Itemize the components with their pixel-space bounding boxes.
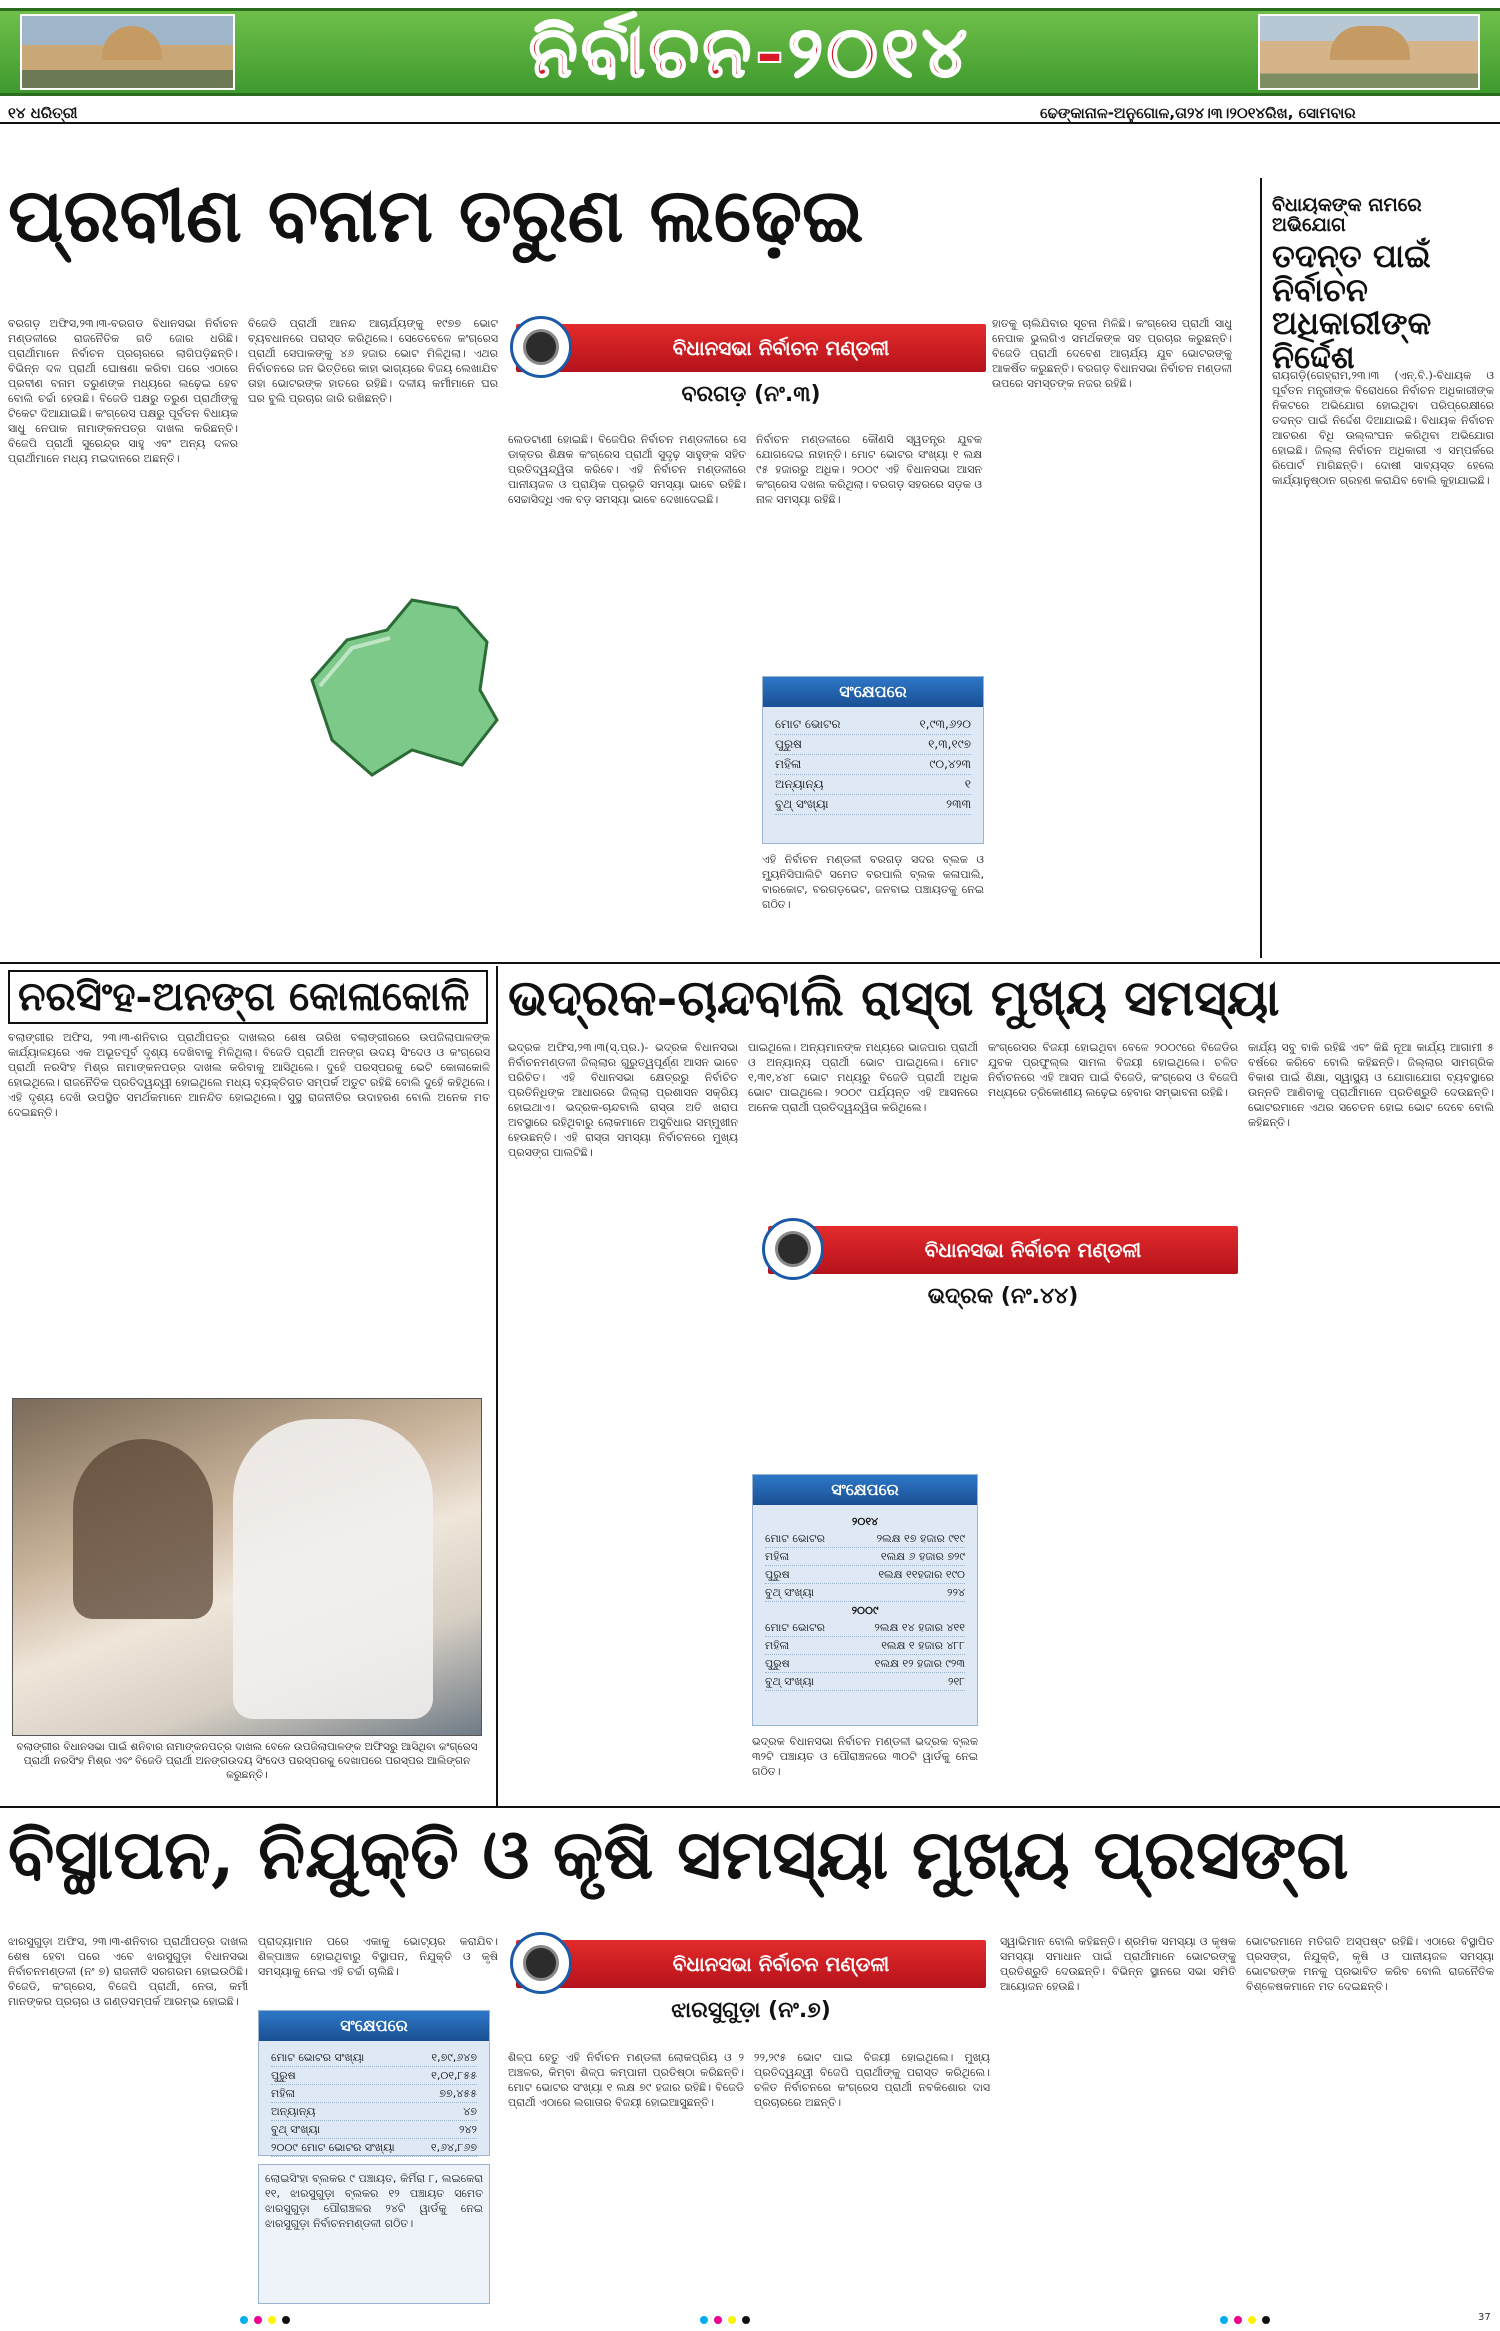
- story4-col6: ଭୋଟରମାନେ ମତିଗତି ଅସ୍ପଷ୍ଟ ରହିଛି। ଏଠାରେ ବିସ୍ଥାପିତ ପ୍ରସଙ୍ଗ, ନିଯୁକ୍ତି, କୃଷି ଓ ପାନୀୟଜଳ ସମସ୍ୟା ଭୋଟରଙ୍କ ମନକୁ ପ୍ରଭାବିତ କରିବ ବୋଲି ରାଜନୈତିକ ବିଶ୍ଳେଷକମାନେ ମତ ଦେଇଛନ୍ତି।: [1246, 1935, 1494, 1993]
- constituency-map: [292, 570, 512, 790]
- story1-col2: ବିଜେଡି ପ୍ରାର୍ଥୀ ଆନନ୍ଦ ଆଚାର୍ଯ୍ୟଙ୍କୁ ୧୯୭୭ ଭୋଟ ବ୍ୟବଧାନରେ ପରାସ୍ତ କରିଥିଲେ। ସେତେବେଳେ କଂଗ୍ରେସ ପ୍ରାର୍ଥୀ ସେପାକଙ୍କୁ ୪୬ ହଜାର ଭୋଟ ମିଳିଥିଲା। ଏଥର ନିର୍ବାଚନରେ ଜନ ଭିତ୍ତିରେ କାହା ଭାଗ୍ୟରେ ବିଜୟ ଲେଖାଯିବ ତାହା ଭୋଟରଙ୍କ ହାତରେ ରହିଛି। ଦଳୀୟ କର୍ମୀମାନେ ଘର ଘର ବୁଲି ପ୍ରଚାର ଜାରି ରଖିଛନ୍ତି।: [248, 317, 498, 405]
- header-rule: [0, 122, 1500, 124]
- sidebar1-headline: ତଦନ୍ତ ପାଇଁ ନିର୍ବାଚନ ଅଧିକାରୀଙ୍କ ନିର୍ଦ୍ଦେଶ: [1272, 237, 1432, 376]
- masthead: [0, 0, 1500, 122]
- column-divider: [496, 966, 498, 1806]
- masthead-title: ନିର୍ବାଚନ-୨୦୧୪: [529, 10, 971, 93]
- registration-marks: [700, 2316, 750, 2324]
- page-number: 37: [1478, 2312, 1491, 2323]
- box2-note: ଭଦ୍ରକ ବିଧାନସଭା ନିର୍ବାଚନ ମଣ୍ଡଳୀ ଭଦ୍ରକ ବ୍ଲକ ୩୨ଟି ପଞ୍ଚାୟତ ଓ ପୌରାଞ୍ଚଳରେ ୩୦ଟି ୱାର୍ଡକୁ ନେଇ ଗଠିତ।: [752, 1735, 978, 1778]
- box1-summary-title: ସଂକ୍ଷେପରେ: [763, 677, 983, 707]
- story4-col1: ଝାରସୁଗୁଡ଼ା ଅଫିସ, ୨୩।୩-ଶନିବାର ପ୍ରାର୍ଥୀପତ୍ର ଦାଖଲ ଶେଷ ହେବା ପରେ ଏବେ ଝାରସୁଗୁଡ଼ା ବିଧାନସଭା ନିର୍ବାଚନମଣ୍ଡଳୀ (ନଂ ୭) ରାଜନୀତି ସରଗରମ ହୋଇଉଠିଛି। ବିଜେଡି, କଂଗ୍ରେସ, ବିଜେପି ପ୍ରାର୍ଥୀ, ନେତା, କର୍ମୀ ମାନଙ୍କର ପ୍ରଚାର ଓ ଗଣ୍ଡସମ୍ପର୍କ ଆରମ୍ଭ ହୋଇଛି।: [8, 1935, 248, 2008]
- story4-col3: ଶିଳ୍ପ ହେତୁ ଏହି ନିର୍ବାଚନ ମଣ୍ଡଳୀ ଲୋକପ୍ରିୟ ଓ ୨ ଅଞ୍ଚଳର, କିମ୍ବା ଶିଳ୍ପ କମ୍ପାନୀ ପ୍ରତିଷ୍ଠା କରିଛନ୍ତି। ମୋଟ ଭୋଟର ସଂଖ୍ୟା ୧ ଲକ୍ଷ ୭୯ ହଜାର ରହିଛି। ବିଜେଡି ପ୍ରାର୍ଥୀ ଏଠାରେ ଲଗାତାର ବିଜୟୀ ହୋଇଆସୁଛନ୍ତି।: [508, 2051, 744, 2109]
- box1-title: ବିଧାନସଭା ନିର୍ବାଚନ ମଣ୍ଡଳୀ: [672, 336, 890, 360]
- story1-col1: ବରଗଡ଼ ଅଫିସ,୨୩।୩-ବରଗଡ ବିଧାନସଭା ନିର୍ବାଚନ ମଣ୍ଡଳୀରେ ରାଜନୈତିକ ଗତି ଜୋର ଧରିଛି। ପ୍ରାର୍ଥୀମାନେ ନିର୍ବାଚନ ପ୍ରଚାରରେ ଲାଗିପଡ଼ିଛନ୍ତି। ବିଭିନ୍ନ ଦଳ ପ୍ରାର୍ଥୀ ଘୋଷଣା କରିବା ପରେ ଏଠାରେ ପ୍ରବୀଣ ବନାମ ତରୁଣଙ୍କ ମଧ୍ୟରେ ଲଢ଼େଇ ହେବ ବୋଲି ଚର୍ଚ୍ଚା ହେଉଛି। ବିଜେଡି ପକ୍ଷରୁ ତରୁଣ ପ୍ରାର୍ଥୀଙ୍କୁ ଟିକେଟ ଦିଆଯାଇଛି। କଂଗ୍ରେସ ପକ୍ଷରୁ ପୂର୍ବତନ ବିଧାୟକ ସାଧୁ ନେପାକ ନାମାଙ୍କନପତ୍ର ଦାଖଲ କରିଛନ୍ତି। ବିଜେପି ପ୍ରାର୍ଥୀ ସୁରେନ୍ଦ୍ର ସାହୁ ଏବଂ ଅନ୍ୟ ଦଳର ପ୍ରାର୍ଥୀମାନେ ମଧ୍ୟ ମଇଦାନରେ ଅଛନ୍ତି।: [8, 317, 238, 465]
- story3-col4: କାର୍ଯ୍ୟ ସବୁ ବାକି ରହିଛି ଏବଂ କିଛି ନୂଆ କାର୍ଯ୍ୟ ଆଗାମୀ ୫ ବର୍ଷରେ କରିବେ ବୋଲି କହିଛନ୍ତି। ଜିଲ୍ଲାର ସାମଗ୍ରିକ ବିକାଶ ପାଇଁ ଶିକ୍ଷା, ସ୍ୱାସ୍ଥ୍ୟ ଓ ଯୋଗାଯୋଗ ବ୍ୟବସ୍ଥାରେ ଉନ୍ନତି ଆଣିବାକୁ ପ୍ରାର୍ଥୀମାନେ ପ୍ରତିଶ୍ରୁତି ଦେଉଛନ୍ତି। ଭୋଟରମାନେ ଏଥର ସଚେତନ ହୋଇ ଭୋଟ ଦେବେ ବୋଲି କହିଛନ୍ତି।: [1248, 1041, 1494, 1129]
- section-rule-1: [0, 962, 1500, 964]
- story1-headline: ପ୍ରବୀଣ ବନାମ ତରୁଣ ଲଢ଼େଇ: [8, 173, 864, 259]
- box3-summary: ସଂକ୍ଷେପରେ ମୋଟ ଭୋଟର ସଂଖ୍ୟା ୧,୭୯,୬୪୭ ପୁରୁଷ ୧,୦୧,୮୫୫ ମହିଳା ୭୭,୪୫୫ ଅନ୍ୟାନ୍ୟ ୪୭ ବୁଥ୍ ସଂଖ୍ୟା ୨୪୨ ୨୦୦୯ ମୋଟ ଭୋଟର ସଂଖ୍ୟା ୧,୬୪,୮୬୭: [258, 2010, 490, 2156]
- box2-summary-title: ସଂକ୍ଷେପରେ: [753, 1475, 977, 1505]
- box1-note: ଏହି ନିର୍ବାଚନ ମଣ୍ଡଳୀ ବରଗଡ଼ ସଦର ବ୍ଲକ ଓ ମ୍ୟୁନିସିପାଲିଟି ସମେତ ବରପାଲି ବ୍ଲକ କଳାପାଲି, ବାରକୋଟ, ବରଗଡ଼ଭେଟ, ଜନବାଇ ପଞ୍ଚାୟତକୁ ନେଇ ଗଠିତ।: [762, 853, 984, 911]
- box2-summary: ସଂକ୍ଷେପରେ ୨୦୧୪ ମୋଟ ଭୋଟର ୨ଲକ୍ଷ ୧୭ ହଜାର ୯୧୯ ମହିଳା ୧ଲକ୍ଷ ୬ ହଜାର ୭୨୯ ପୁରୁଷ ୧ଲକ୍ଷ ୧୧ହଜାର ୧୯୦ ବୁଥ୍ ସଂଖ୍ୟା ୨୨୪ ୨୦୦୯ ମୋଟ ଭୋଟର ୨ଲକ୍ଷ ୧୪ ହଜାର ୪୧୧ ମହିଳା ୧ଲକ୍ଷ ୧ ହଜାର ୪୮୮ ପୁରୁଷ ୧ଲକ୍ଷ ୧୨ ହଜାର ୯୨୩ ବୁଥ୍ ସଂଖ୍ୟା ୨୧୮: [752, 1474, 978, 1726]
- assembly-building-photo: [20, 14, 235, 90]
- story1-col4: ନିର୍ବାଚନ ମଣ୍ଡଳୀରେ କୌଣସି ସ୍ୱତନ୍ତ୍ର ଯୁବକ ଯୋଗଦେଇ ନାହାନ୍ତି। ମୋଟ ଭୋଟର ସଂଖ୍ୟା ୧ ଲକ୍ଷ ୯୫ ହଜାରରୁ ଅଧିକ। ୨୦୦୯ ଏହି ବିଧାନସଭା ଆସନ କଂଗ୍ରେସ ଦଖଲ କରିଥିଲା। ବରଗଡ଼ ସହରରେ ସଡ଼କ ଓ ନାଳ ସମସ୍ୟା ରହିଛି।: [756, 433, 982, 506]
- sidebar1-headline-top: ବିଧାୟକଙ୍କ ନାମରେ ଅଭିଯୋଗ: [1272, 194, 1422, 236]
- story2-headline: ନରସିଂହ-ଅନଙ୍ଗ କୋଳାକୋଳି: [8, 970, 488, 1024]
- ballot-icon: [510, 1932, 572, 1994]
- box1-title-bar: [516, 324, 986, 372]
- story3-col3-cont: [988, 1334, 1238, 1800]
- dateline: ଢେଙ୍କାନାଳ-ଅନୁଗୋଳ,ତା୨୪।୩।୨୦୧୪ରିଖ, ସୋମବାର: [1040, 104, 1356, 122]
- story3-col1: ଭଦ୍ରକ ଅଫିସ,୨୩।୩(ସ୍.ପ୍ର.)- ଭଦ୍ରକ ବିଧାନସଭା ନିର୍ବାଚନମଣ୍ଡଳୀ ଜିଲ୍ଲାର ଗୁରୁତ୍ୱପୂର୍ଣ୍ଣ ଆସନ ଭାବେ ପରିଚିତ। ଏହି ବିଧାନସଭା କ୍ଷେତ୍ରରୁ ନିର୍ବାଚିତ ପ୍ରତିନିଧିଙ୍କ ଆଧାରରେ ଜିଲ୍ଲା ପ୍ରଶାସନ ସକ୍ରିୟ ହୋଇଥାଏ। ଭଦ୍ରକ-ଚାନ୍ଦବାଲି ରାସ୍ତା ଅତି ଖରାପ ଅବସ୍ଥାରେ ରହିଥିବାରୁ ଲୋକମାନେ ଅସୁବିଧାର ସମ୍ମୁଖୀନ ହେଉଛନ୍ତି। ଏହି ରାସ୍ତା ସମସ୍ୟା ନିର୍ବାଚନରେ ମୁଖ୍ୟ ପ୍ରସଙ୍ଗ ପାଲଟିଛି।: [508, 1041, 738, 1159]
- story3-col2: ପାଇଥିଲେ। ଅନ୍ୟମାନଙ୍କ ମଧ୍ୟରେ ଭାଜପାର ପ୍ରାର୍ଥୀ ଓ ଅନ୍ୟାନ୍ୟ ପ୍ରାର୍ଥୀ ଭୋଟ ପାଇଥିଲେ। ମୋଟ ୧,୩୧,୪୪୮ ଭୋଟ ମଧ୍ୟରୁ ବିଜେଡି ପ୍ରାର୍ଥୀ ଅଧିକ ଭୋଟ ପାଇଥିଲେ। ୨୦୦୯ ପର୍ଯ୍ୟନ୍ତ ଏହି ଆସନରେ ଅନେକ ପ୍ରାର୍ଥୀ ପ୍ରତିଦ୍ୱନ୍ଦ୍ୱିତା କରିଥିଲେ।: [748, 1041, 978, 1114]
- box1-constituency: ବରଗଡ଼ (ନଂ.୩): [681, 382, 821, 407]
- box3-title-bar: [516, 1940, 986, 1988]
- registration-marks: [240, 2316, 290, 2324]
- story1-col3: ଲେଡଟାଣୀ ହୋଇଛି। ବିଜେପିର ନିର୍ବାଚନ ମଣ୍ଡଳୀରେ ସେ ଡାକ୍ତର ଶିକ୍ଷକ କଂଗ୍ରେସ ପ୍ରାର୍ଥୀ ସୁଦୃଢ଼ ସାହୁଙ୍କ ସହିତ ପ୍ରତିଦ୍ୱନ୍ଦ୍ୱିତା କରିବେ। ଏହି ନିର୍ବାଚନ ମଣ୍ଡଳୀରେ ପାନୀୟଜଳ ଓ ପ୍ରାୟିକ ପ୍ରଭୃତି ସମସ୍ୟା ଭାବେ ରହିଛି। ସେଚ୍ଚାସିଦ୍ଧି ଏକ ବଡ଼ ସମସ୍ୟା ଭାବେ ଦେଖାଦେଇଛି।: [508, 433, 746, 506]
- story2-body: ବଲାଙ୍ଗୀର ଅଫିସ, ୨୩।୩-ଶନିବାର ପ୍ରାର୍ଥୀପତ୍ର ଦାଖଲର ଶେଷ ତାରିଖ ବଲାଙ୍ଗୀରରେ ଉପଜିଲାପାଳଙ୍କ କାର୍ଯ୍ୟାଳୟରେ ଏକ ଅଭୂତପୂର୍ବ ଦୃଶ୍ୟ ଦେଖିବାକୁ ମିଳିଥିଲା। ବିଜେଡି ପ୍ରାର୍ଥୀ ଅନଙ୍ଗ ଉଦୟ ସିଂଦେଓ ଓ କଂଗ୍ରେସ ପ୍ରାର୍ଥୀ ନରସିଂହ ମିଶ୍ର ନାମାଙ୍କନପତ୍ର ଦାଖଲ କରିବାକୁ ଆସିଥିଲେ। ଦୁହେଁ ପରସ୍ପରକୁ ଭେଟି କୋଳାକୋଳି ହୋଇଥିଲେ। ରାଜନୈତିକ ପ୍ରତିଦ୍ୱନ୍ଦ୍ୱୀ ହୋଇଥିଲେ ମଧ୍ୟ ବ୍ୟକ୍ତିଗତ ସମ୍ପର୍କ ଅତୁଟ ରହିଛି ବୋଲି ଦୁହେଁ କହିଥିଲେ। ଏହି ଦୃଶ୍ୟ ଦେଖି ଉପସ୍ଥିତ ସମର୍ଥକମାନେ ଆନନ୍ଦିତ ହୋଇଥିଲେ। ସୁସ୍ଥ ରାଜନୀତିର ଉଦାହରଣ ବୋଲି ଅନେକ ମତ ଦେଇଛନ୍ତି।: [8, 1031, 490, 1119]
- story1-col2-cont: [248, 800, 498, 955]
- story3-col2-cont: [748, 1334, 978, 1470]
- story3-col3: କଂଗ୍ରେସର ବିଜୟୀ ହୋଇଥିବା ବେଳେ ୨୦୦୯ରେ ବିଜେଡିର ଯୁବକ ପ୍ରଫୁଲ୍ଲ ସାମଲ ବିଜୟୀ ହୋଇଥିଲେ। ଚଳିତ ନିର୍ବାଚନରେ ଏହି ଆସନ ପାଇଁ ବିଜେଡି, କଂଗ୍ରେସ ଓ ବିଜେପି ମଧ୍ୟରେ ତ୍ରିକୋଣୀୟ ଲଢ଼େଇ ହେବାର ସମ୍ଭାବନା ରହିଛି।: [988, 1041, 1238, 1099]
- story4-col5: ସ୍ୱାଭିମାନ ବୋଲି କହିଛନ୍ତି। ଶ୍ରମିକ ସମସ୍ୟା ଓ କୃଷକ ସମସ୍ୟା ସମାଧାନ ପାଇଁ ପ୍ରାର୍ଥୀମାନେ ଭୋଟରଙ୍କୁ ପ୍ରତିଶ୍ରୁତି ଦେଉଛନ୍ତି। ବିଭିନ୍ନ ସ୍ଥାନରେ ସଭା ସମିତି ଆୟୋଜନ ହେଉଛି।: [1000, 1935, 1236, 1993]
- sidebar-divider: [1260, 178, 1262, 958]
- box3-summary-title: ସଂକ୍ଷେପରେ: [259, 2011, 489, 2041]
- candidates-hugging-photo: [12, 1398, 482, 1736]
- story1-col5: ହାତକୁ ଚାଲିଯିବାର ସୂଚନା ମିଳିଛି। କଂଗ୍ରେସ ପ୍ରାର୍ଥୀ ସାଧୁ ନେପାକ ଭୁଲଗିଏ ସମର୍ଥକଙ୍କ ସହ ପ୍ରଚାର କରୁଛନ୍ତି। ବିଜେଡି ପ୍ରାର୍ଥୀ ଦେବେଶ ଆଚାର୍ଯ୍ୟ ଯୁବ ଭୋଟରଙ୍କୁ ଆକର୍ଷିତ କରୁଛନ୍ତି। ବରଗଡ଼ ବିଧାନସଭା ନିର୍ବାଚନ ମଣ୍ଡଳୀ ଉପରେ ସମସ୍ତଙ୍କ ନଜର ରହିଛି।: [992, 317, 1232, 390]
- story4-col4: ୨୨,୨୯୫ ଭୋଟ ପାଇ ବିଜୟୀ ହୋଇଥିଲେ। ମୁଖ୍ୟ ପ୍ରତିଦ୍ୱନ୍ଦ୍ୱୀ ବିଜେପି ପ୍ରାର୍ଥୀଙ୍କୁ ପରାସ୍ତ କରିଥିଲେ। ଚଳିତ ନିର୍ବାଚନରେ କଂଗ୍ରେସ ପ୍ରାର୍ଥୀ ନବକିଶୋର ଦାସ ପ୍ରଚାରରେ ଅଛନ୍ତି।: [754, 2051, 990, 2109]
- box2-constituency: ଭଦ୍ରକ (ନଂ.୪୪): [927, 1284, 1079, 1309]
- story4-headline: ବିସ୍ଥାପନ, ନିଯୁକ୍ତି ଓ କୃଷି ସମସ୍ୟା ମୁଖ୍ୟ ପ୍ରସଙ୍ଗ: [8, 1815, 1349, 1895]
- parliament-building-photo: [1258, 14, 1480, 90]
- box2-title: ବିଧାନସଭା ନିର୍ବାଚନ ମଣ୍ଡଳୀ: [924, 1238, 1142, 1262]
- section-rule-2: [0, 1806, 1500, 1808]
- story4-col2: ପ୍ରାଦ୍ୟାମାନ ପରେ ଏକାକୁ ଭୋଟ୍ୟର କରାଯିବ। ଶିଳ୍ପାଞ୍ଚଳ ହୋଇଥିବାରୁ ବିସ୍ଥାପନ, ନିଯୁକ୍ତି ଓ କୃଷି ସମସ୍ୟାକୁ ନେଇ ଏହି ଚର୍ଚ୍ଚା ଚାଲିଛି।: [258, 1935, 498, 1978]
- registration-marks: [1220, 2316, 1270, 2324]
- ballot-icon: [762, 1218, 824, 1280]
- box1-summary: ସଂକ୍ଷେପରେ ମୋଟ ଭୋଟର ୧,୯୩,୬୨୦ ପୁରୁଷ ୧,୩,୧୯୭ ମହିଳା ୯୦,୪୨୩ ଅନ୍ୟାନ୍ୟ ୧ ବୁଥ୍ ସଂଖ୍ୟା ୨୩୩: [762, 676, 984, 844]
- story3-headline: ଭଦ୍ରକ-ଚାନ୍ଦବାଲି ରାସ୍ତା ମୁଖ୍ୟ ସମସ୍ୟା: [508, 968, 1280, 1027]
- page-label: ୧୪ ଧରିତ୍ରୀ: [8, 104, 78, 122]
- box3-title: ବିଧାନସଭା ନିର୍ବାଚନ ମଣ୍ଡଳୀ: [672, 1952, 890, 1976]
- box2-title-bar: [768, 1226, 1238, 1274]
- box3-constituency: ଝାରସୁଗୁଡ଼ା (ନଂ.୭): [671, 1998, 831, 2023]
- sidebar1-body: ରାୟଗଡ଼ି(ଗେହ୍ରାମ,୨୩।୩ (ଏନ୍.ବି.)-ବିଧାୟକ ଓ ପୂର୍ବତନ ମନ୍ତ୍ରୀଙ୍କ ବିରୋଧରେ ନିର୍ବାଚନ ଅଧିକାରୀଙ୍କ ନିକଟରେ ଅଭିଯୋଗ ହୋଇଥିବା ପରିପ୍ରେକ୍ଷୀରେ ତଦନ୍ତ ପାଇଁ ନିର୍ଦ୍ଦେଶ ଦିଆଯାଇଛି। ବିଧାୟକ ନିର୍ବାଚନ ଆଚରଣ ବିଧି ଉଲ୍ଲଂଘନ କରିଥିବା ଅଭିଯୋଗ ହୋଇଛି। ଜିଲ୍ଲା ନିର୍ବାଚନ ଅଧିକାରୀ ଏ ସମ୍ପର୍କରେ ରିପୋର୍ଟ ମାଗିଛନ୍ତି। ଦୋଷୀ ସାବ୍ୟସ୍ତ ହେଲେ କାର୍ଯ୍ୟାନୁଷ୍ଠାନ ଗ୍ରହଣ କରାଯିବ ବୋଲି କୁହାଯାଇଛି।: [1272, 369, 1494, 487]
- photo-caption: ବଲାଙ୍ଗୀର ବିଧାନସଭା ପାଇଁ ଶନିବାର ନାମାଙ୍କନପତ୍ର ଦାଖଲ ବେଳେ ଉପଜିଲାପାଳଙ୍କ ଅଫିସରୁ ଆସିଥିବା କଂଗ୍ରେସ ପ୍ରାର୍ଥୀ ନରସିଂହ ମିଶ୍ର ଏବଂ ବିଜେଡି ପ୍ରାର୍ଥୀ ଅନଙ୍ଗଉଦୟ ସିଂଦେଓ ପରସ୍ପରକୁ ଦେଖାପରେ ପରସ୍ପର ଆଲିଙ୍ଗନ କରୁଛନ୍ତି।: [16, 1741, 478, 1781]
- box3-note: ଲୋଇସିଂହା ବ୍ଲକର ୯ ପଞ୍ଚାୟତ, କିର୍ମିରା ୮, ଲଇକେରା ୧୧, ଝାରସୁଗୁଡ଼ା ବ୍ଲକର ୧୨ ପଞ୍ଚାୟତ ସମେତ ଝାରସୁଗୁଡ଼ା ପୌରାଞ୍ଚଳର ୨୪ଟି ୱାର୍ଡକୁ ନେଇ ଝାରସୁଗୁଡ଼ା ନିର୍ବାଚନମଣ୍ଡଳୀ ଗଠିତ।: [258, 2164, 490, 2304]
- ballot-icon: [510, 316, 572, 378]
